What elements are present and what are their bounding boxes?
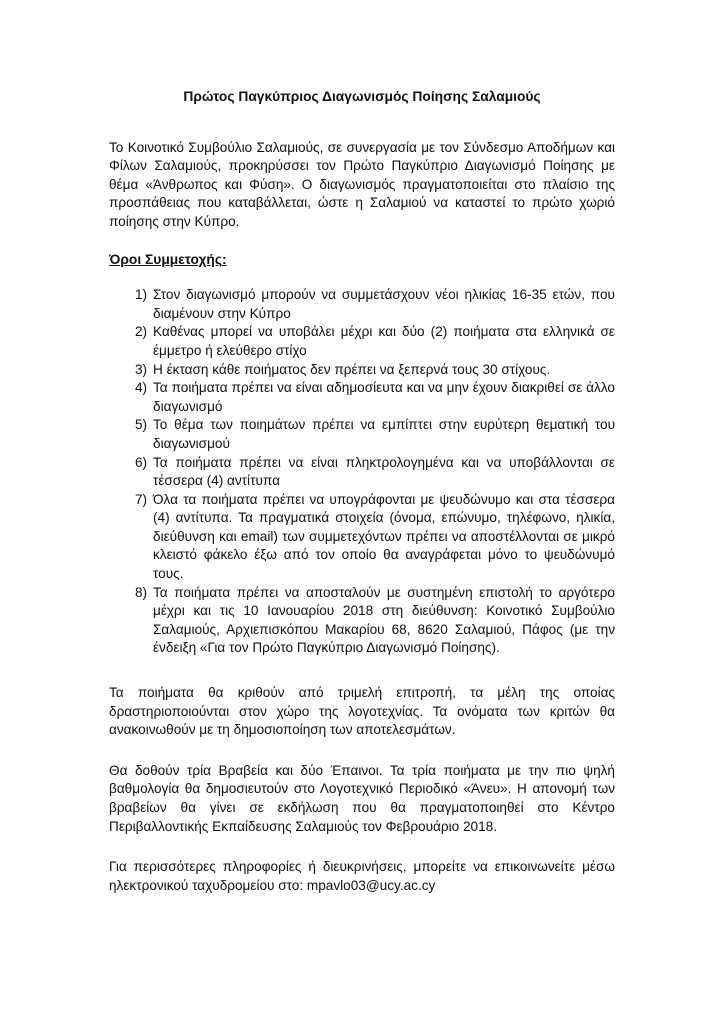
document-title: Πρώτος Παγκύπριος Διαγωνισμός Ποίησης Σαλαμιούς — [183, 89, 541, 104]
term-item-7 — [137, 491, 615, 584]
term-number: 1) — [135, 287, 148, 303]
term-number: 5) — [135, 417, 148, 433]
term-text: Όλα τα ποιήματα πρέπει να υπογράφονται με ψευδώνυμο και στα τέσσερα (4) αντίτυπα. Τα πραγματικά στοιχεία (όνομα, επώνυμο, τηλέφωνο, ηλικία, διεύθυνση και email) των συμμετεχόντων πρέπει να αποστέλλονται σε μικρό κλειστό φάκελο έξω από τον οποίο θα αναγράφεται μόνο το ψευδώνυμό τους. — [153, 491, 615, 582]
term-text: Τα ποιήματα πρέπει να αποσταλούν με συστημένη επιστολή το αργότερο μέχρι και τις 10 Ιανουαρίου 2018 στη διεύθυνση: Κοινοτικό Συμβούλιο Σαλαμιούς, Αρχιεπισκόπου Μακαρίου 68, 8620 Σαλαμιού, Πάφος (με την ένδειξη «Για τον Πρώτο Παγκύπριο Διαγωνισμό Ποίησης). — [153, 584, 615, 656]
term-item-8 — [137, 584, 615, 658]
term-number: 3) — [135, 361, 148, 377]
term-number: 4) — [135, 380, 148, 396]
term-number: 8) — [135, 584, 148, 600]
term-item-5 — [137, 416, 615, 453]
term-text: Τα ποιήματα πρέπει να είναι αδημοσίευτα και να μην έχουν διακριθεί σε άλλο διαγωνισμό — [153, 380, 615, 414]
term-item-1 — [137, 286, 615, 323]
terms-list — [109, 286, 615, 658]
term-number: 6) — [135, 454, 148, 470]
committee-paragraph: Τα ποιήματα θα κριθούν από τριμελή επιτροπή, τα μέλη της οποίας δραστηριοποιούνται στον χώρο της λογοτεχνίας. Τα ονόματα των κριτών θα ανακοινωθούν με τη δημοσιοποίηση των αποτελεσμάτων. — [109, 685, 615, 738]
prizes-paragraph: Θα δοθούν τρία Βραβεία και δύο Έπαινοι. Τα τρία ποιήματα με την πιο ψηλή βαθμολογία θα δημοσιευτούν στο Λογοτεχνικό Περιοδικό «Άνευ». Η απονομή των βραβείων θα γίνει σε εκδήλωση που θα πραγματοποιηθεί στο Κέντρο Περιβαλλοντικής Εκπαίδευσης Σαλαμιούς τον Φεβρουάριο 2018. — [109, 762, 615, 834]
term-text: Τα ποιήματα πρέπει να είναι πληκτρολογημένα και να υποβάλλονται σε τέσσερα (4) αντίτυπα — [153, 454, 615, 489]
term-number: 7) — [135, 491, 148, 507]
term-text: Το θέμα των ποιημάτων πρέπει να εμπίπτει στην ευρύτερη θεματική του διαγωνισμού — [153, 417, 615, 451]
term-item-2 — [137, 323, 615, 360]
contact-paragraph: Για περισσότερες πληροφορίες ή διευκρινήσεις, μπορείτε να επικοινωνείτε μέσω ηλεκτρονικού ταχυδρομείου στο: mpavlo03@ucy.ac.cy — [109, 859, 615, 893]
term-item-6 — [137, 454, 615, 491]
intro-paragraph: Το Κοινοτικό Συμβούλιο Σαλαμιούς, σε συνεργασία με τον Σύνδεσμο Αποδήμων και Φίλων Σαλαμιούς, προκηρύσσει τον Πρώτο Παγκύπριο Διαγωνισμό Ποίησης με θέμα «Άνθρωπος και Φύση». Ο διαγωνισμός πραγματοποιείται στο πλαίσιο της προσπάθειας που καταβάλλεται, ώστε η Σαλαμιού να καταστεί το πρώτο χωριό ποίησης στην Κύπρο. — [109, 139, 615, 229]
terms-heading-text: Όροι Συμμετοχής — [109, 251, 222, 267]
term-text: Καθένας μπορεί να υποβάλει μέχρι και δύο (2) ποιήματα στα ελληνικά σε έμμετρο ή ελεύθερο στίχο — [153, 324, 615, 358]
term-text: Η έκταση κάθε ποιήματος δεν πρέπει να ξεπερνά τους 30 στίχους. — [153, 361, 551, 377]
document-body — [109, 88, 615, 895]
terms-heading — [109, 251, 615, 270]
term-item-3 — [137, 361, 615, 380]
term-number: 2) — [135, 324, 148, 340]
terms-heading-colon: : — [222, 251, 227, 267]
term-text: Στον διαγωνισμό μπορούν να συμμετάσχουν νέοι ηλικίας 16-35 ετών, που διαμένουν στην Κύπρο — [153, 287, 615, 321]
term-item-4 — [137, 379, 615, 416]
